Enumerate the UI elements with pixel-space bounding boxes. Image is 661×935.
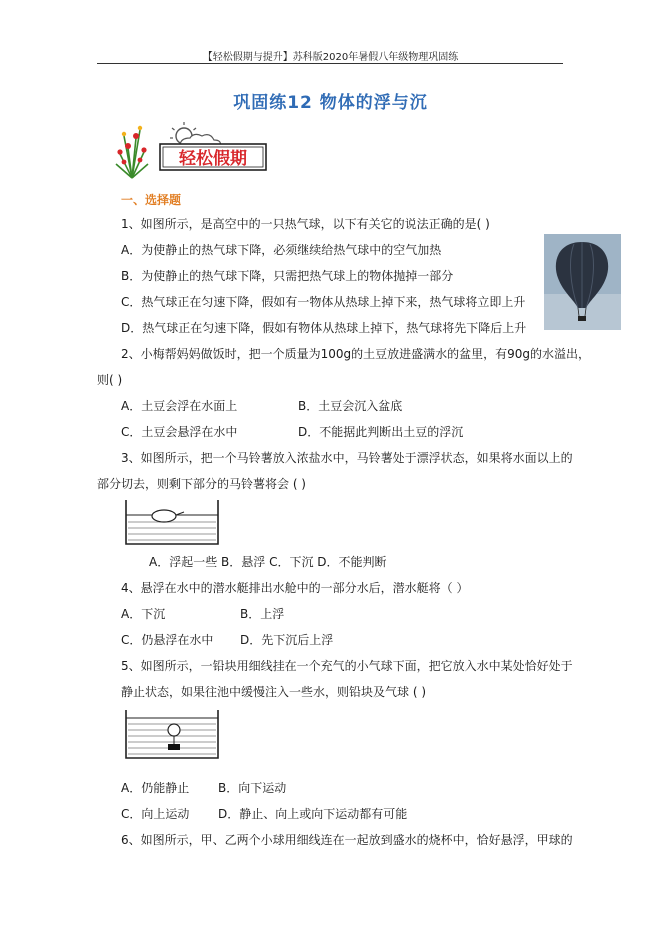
q2-option-a: A．土豆会浮在水面上 <box>121 399 238 413</box>
banner-text: 轻松假期 <box>179 149 247 169</box>
hot-air-balloon-image <box>544 234 621 330</box>
q5-option-d: D．静止、向上或向下运动都有可能 <box>218 807 408 821</box>
page-title: 巩固练12 物体的浮与沉 <box>233 93 428 113</box>
holiday-banner <box>110 118 270 180</box>
question-5-cont: 静止状态，如果往池中缓慢注入一些水，则铅块及气球 ( ) <box>121 685 426 699</box>
question-6: 6、如图所示，甲、乙两个小球用细线连在一起放到盛水的烧杯中，恰好悬浮，甲球的 <box>121 833 573 847</box>
header-divider <box>97 63 563 64</box>
question-1: 1、如图所示，是高空中的一只热气球，以下有关它的说法正确的是( ) <box>121 217 490 231</box>
flower-sun-illustration <box>110 118 270 180</box>
question-4: 4、悬浮在水中的潜水艇排出水舱中的一部分水后，潜水艇将（ ） <box>121 581 469 595</box>
potato-figure <box>124 498 220 550</box>
q5-option-a: A．仍能静止 <box>121 781 190 795</box>
q4-option-c: C．仍悬浮在水中 <box>121 633 214 647</box>
q2-option-b: B．土豆会沉入盆底 <box>298 399 403 413</box>
balloon-lead-figure <box>124 708 220 764</box>
q2-option-c: C．土豆会悬浮在水中 <box>121 425 238 439</box>
q1-option-b: B．为使静止的热气球下降，只需把热气球上的物体抛掉一部分 <box>121 269 454 283</box>
q1-option-d: D．热气球正在匀速下降，假如有物体从热球上掉下，热气球将先下降后上升 <box>121 321 527 335</box>
question-3-cont: 部分切去，则剩下部分的马铃薯将会 ( ) <box>97 477 306 491</box>
question-5: 5、如图所示，一铅块用细线挂在一个充气的小气球下面，把它放入水中某处恰好处于 <box>121 659 573 673</box>
q5-option-b: B．向下运动 <box>218 781 287 795</box>
q4-option-d: D．先下沉后上浮 <box>240 633 334 647</box>
q4-option-b: B．上浮 <box>240 607 285 621</box>
page-header: 【轻松假期与提升】苏科版2020年暑假八年级物理巩固练 <box>202 52 459 63</box>
q3-options: A．浮起一些 B．悬浮 C．下沉 D．不能判断 <box>149 555 387 569</box>
question-3: 3、如图所示，把一个马铃薯放入浓盐水中，马铃薯处于漂浮状态，如果将水面以上的 <box>121 451 573 465</box>
q2-option-d: D．不能据此判断出土豆的浮沉 <box>298 425 464 439</box>
question-2-cont: 则( ) <box>97 373 123 387</box>
section-heading: 一、选择题 <box>121 193 182 207</box>
q5-option-c: C．向上运动 <box>121 807 190 821</box>
q1-option-c: C．热气球正在匀速下降，假如有一物体从热球上掉下来，热气球将立即上升 <box>121 295 526 309</box>
q4-option-a: A．下沉 <box>121 607 166 621</box>
q1-option-a: A．为使静止的热气球下降，必须继续给热气球中的空气加热 <box>121 243 442 257</box>
question-2: 2、小梅帮妈妈做饭时，把一个质量为100g的土豆放进盛满水的盆里，有90g的水溢出， <box>121 347 591 361</box>
